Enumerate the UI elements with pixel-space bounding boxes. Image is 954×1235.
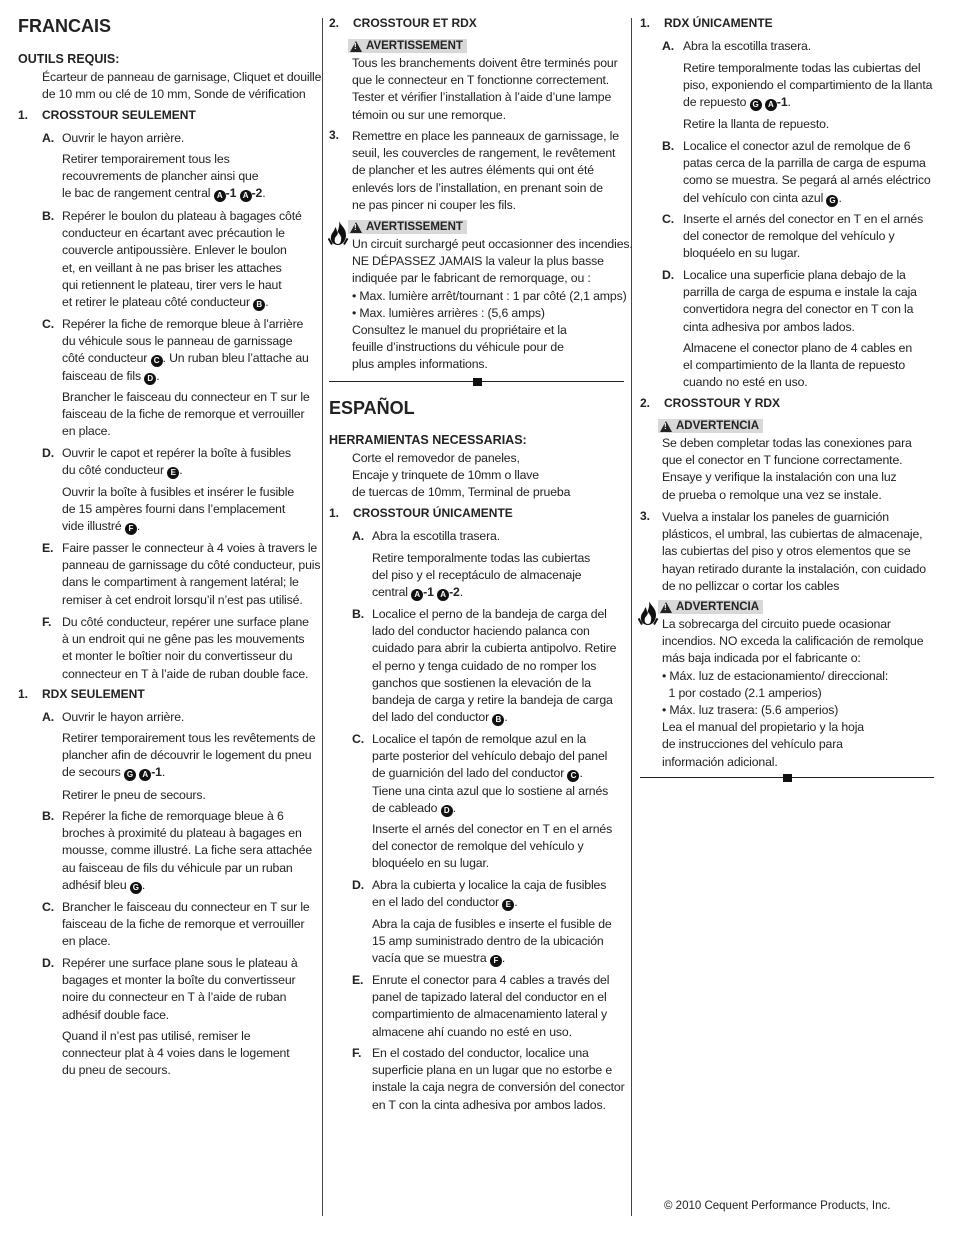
- warning-label: AVERTISSEMENT: [366, 221, 463, 233]
- tools-heading: OUTILS REQUIS:: [18, 52, 120, 66]
- step-text-line: Retirer temporairement tous les revêtements de: [62, 731, 316, 745]
- step-text-line: bloquéelo en su lugar.: [683, 246, 801, 261]
- step-text-line: couvercle antipoussière. Enlever le boulon: [62, 243, 287, 258]
- fire-hazard-icon: [638, 600, 660, 631]
- step-text-line: en place.: [62, 424, 111, 439]
- warning-triangle-icon: [660, 602, 672, 613]
- warning-label: ADVERTENCIA: [676, 420, 760, 432]
- step-text-line: del vehículo con cinta azul G .: [683, 190, 842, 205]
- step-text-line: del conector de remolque del vehículo y: [683, 229, 895, 244]
- section-number: 1.: [329, 506, 340, 520]
- step-text-line: Retirer temporairement tous les: [62, 152, 230, 166]
- section-number: 3.: [640, 509, 651, 523]
- step-text: Retire la llanta de repuesto.: [683, 117, 830, 131]
- step-text-line: Repérer une surface plane sous le plateau à: [62, 956, 298, 970]
- step-text-line: connecteur en T à l’aide de ruban double face.: [62, 666, 309, 681]
- step-text-line: du côté conducteur E .: [62, 463, 183, 478]
- step-text-line: de plancher et les autres éléments qui ont été: [352, 163, 594, 178]
- callout-d-icon: D: [441, 805, 453, 817]
- section-heading: CROSSTOUR ÚNICAMENTE: [353, 506, 513, 520]
- step-text-line: Almacene el conector plano de 4 cables en: [683, 341, 913, 355]
- step-text-line: de repuesto G A -1.: [683, 95, 791, 110]
- step-text-line: dans le compartiment à rangement latéral; le: [62, 575, 299, 590]
- callout-c-icon: C: [567, 770, 579, 782]
- section-heading: CROSSTOUR Y RDX: [664, 396, 781, 410]
- warning-text-line: plus amples informations.: [352, 357, 488, 372]
- step-text-line: de guarnición del lado del conductor C .: [372, 766, 583, 781]
- step-letter: B.: [662, 139, 674, 153]
- step-text-line: panneau de garnissage du côté conducteur, puis: [62, 558, 321, 573]
- callout-a-icon: A: [240, 190, 252, 202]
- warning-text-line: feuille d’instructions du véhicule pour de: [352, 340, 564, 355]
- step-letter: C.: [662, 212, 674, 226]
- step-text-line: instale la caja negra de conversión del conector: [372, 1080, 625, 1095]
- step-text-line: en place.: [62, 934, 111, 949]
- step-text-line: Tiene una cinta azul que lo sostiene al arnés: [372, 783, 609, 798]
- warning-text-line: Un circuit surchargé peut occasionner des incendies.: [352, 237, 633, 251]
- step-text-line: 15 amp suministrado dentro de la ubicación: [372, 934, 604, 949]
- section-number: 2.: [640, 396, 651, 410]
- step-text-line: superficie plana en un lugar que no estorbe e: [372, 1063, 613, 1078]
- callout-e-icon: E: [167, 467, 179, 479]
- step-text-line: connecteur plat à 4 voies dans le logement: [62, 1046, 290, 1061]
- step-text-line: patas cerca de la parrilla de carga de espuma: [683, 156, 926, 171]
- step-letter: D.: [42, 956, 54, 970]
- step-text: Ouvrir le hayon arrière.: [62, 131, 185, 145]
- step-text-line: que le connecteur en T fonctionne correctement.: [352, 73, 610, 88]
- step-text-line: cuando no esté en uso.: [683, 375, 808, 390]
- step-text-line: Localice el perno de la bandeja de carga del: [372, 607, 607, 621]
- step-text-line: seuil, les couvercles de rangement, le revêtement: [352, 146, 616, 161]
- step-text-line: de prueba o remolque una vez se instale.: [662, 487, 882, 502]
- step-letter: B.: [352, 607, 364, 621]
- step-text-line: broches à proximité du plateau à bagages en: [62, 826, 302, 841]
- step-letter: C.: [42, 317, 54, 331]
- step-text-line: en T con la cinta adhesiva por ambos lados.: [372, 1097, 606, 1112]
- callout-e-icon: E: [502, 899, 514, 911]
- warning-triangle-icon: [350, 222, 362, 233]
- step-text-line: Se deben completar todas las conexiones para: [662, 436, 912, 450]
- language-heading-spanish: ESPAÑOL: [329, 398, 415, 418]
- step-text-line: de 15 ampères fourni dans l’emplacement: [62, 502, 286, 517]
- callout-b-icon: B: [492, 714, 504, 726]
- step-text-line: enlevés lors de l’installation, en prenant soin de: [352, 180, 603, 195]
- step-text-line: Ouvrir la boîte à fusibles et insérer le fusible: [62, 485, 295, 499]
- callout-a-icon: A: [411, 589, 423, 601]
- step-text-line: Localice el conector azul de remolque de 6: [683, 139, 911, 153]
- section-number: 3.: [329, 128, 340, 142]
- step-text-line: del conector de remolque del vehículo y: [372, 839, 584, 854]
- column-divider-2: [631, 18, 632, 1216]
- step-text-line: vide illustré F .: [62, 519, 141, 534]
- step-text-line: panel de tapizado lateral del conductor en el: [372, 990, 607, 1005]
- callout-suffix: -1: [423, 585, 434, 600]
- step-text-line: et monter le boîtier noir du convertisseur du: [62, 649, 293, 664]
- callout-d-icon: D: [144, 373, 156, 385]
- step-text-line: lado del conductor haciendo palanca con: [372, 624, 590, 639]
- callout-suffix: -1: [225, 186, 237, 201]
- step-text-line: témoin ou sur une remorque.: [352, 107, 506, 122]
- step-text-line: cuidado para abrir la cubierta antipolvo. Retire: [372, 641, 617, 656]
- copyright-notice: © 2010 Cequent Performance Products, Inc.: [664, 1200, 891, 1212]
- step-text-line: conducteur en écartant avec précaution le: [62, 226, 285, 241]
- section-number: 2.: [329, 16, 340, 30]
- warning-text-line: NE DÉPASSEZ JAMAIS la valeur la plus basse: [352, 254, 604, 269]
- language-heading-french: FRANCAIS: [18, 16, 111, 36]
- warning-badge: [348, 220, 467, 234]
- step-text: Retirer le pneu de secours.: [62, 788, 206, 802]
- callout-b-icon: B: [253, 299, 265, 311]
- step-text-line: et, en veillant à ne pas briser les attaches: [62, 260, 282, 275]
- step-text-line: plásticos, el umbral, las cubiertas de almacenaje,: [662, 527, 923, 542]
- step-text-line: Faire passer le connecteur à 4 voies à travers le: [62, 541, 318, 555]
- step-text-line: Abra la caja de fusibles e inserte el fusible de: [372, 917, 612, 931]
- step-text-line: bandeja de carga y retire la bandeja de carga: [372, 693, 613, 707]
- warning-triangle-icon: [350, 41, 362, 52]
- warning-text-line: incendios. NO exceda la calificación de remolque: [662, 634, 924, 649]
- step-text-line: Enrute el conector para 4 cables a través del: [372, 973, 610, 987]
- step-letter: C.: [352, 732, 364, 746]
- step-letter: B.: [42, 209, 54, 223]
- section-end-marker: [473, 378, 482, 386]
- warning-triangle-icon: [660, 421, 672, 432]
- step-text-line: noire du connecteur en T à l’aide de ruban: [62, 990, 287, 1005]
- tools-text-line: de tuercas de 10mm, Terminal de prueba: [352, 485, 571, 500]
- callout-g-icon: G: [130, 882, 142, 894]
- warning-text-line: La sobrecarga del circuito puede ocasionar: [662, 617, 891, 631]
- step-text-line: piso, exponiendo el compartimiento de la llanta: [683, 78, 933, 93]
- step-text-line: faisceau de fils D .: [62, 368, 160, 383]
- section-number: 1.: [640, 16, 651, 30]
- step-text-line: Tous les branchements doivent être terminés pour: [352, 56, 618, 70]
- step-text-line: du véhicule sous le panneau de garnissage: [62, 334, 293, 349]
- callout-g-icon: G: [826, 195, 838, 207]
- warning-label: ADVERTENCIA: [676, 601, 760, 613]
- callout-suffix: -2: [449, 585, 460, 600]
- step-text-line: de secours G A -1.: [62, 765, 166, 780]
- step-text-line: à un endroit qui ne gêne pas les mouvements: [62, 632, 305, 647]
- section-heading: CROSSTOUR SEULEMENT: [42, 108, 196, 122]
- step-text-line: en el lado del conductor E .: [372, 895, 518, 910]
- step-text-line: Inserte el arnés del conector en T en el arnés: [372, 822, 613, 836]
- warning-text-line: información adicional.: [662, 754, 778, 769]
- step-letter: E.: [42, 541, 54, 555]
- step-text-line: côté conducteur C . Un ruban bleu l’attache au: [62, 351, 309, 366]
- step-letter: B.: [42, 809, 54, 823]
- step-text-line: bloquéelo en su lugar.: [372, 856, 490, 871]
- step-letter: A.: [352, 529, 364, 543]
- step-text-line: de cableado D .: [372, 800, 456, 815]
- step-letter: A.: [42, 710, 54, 724]
- step-letter: D.: [662, 268, 674, 282]
- step-text-line: el compartimiento de la llanta de repuesto: [683, 358, 906, 373]
- section-end-marker: [783, 774, 792, 782]
- step-text-line: remiser à cet endroit lorsqu’il n’est pas utilisé.: [62, 592, 303, 607]
- step-text-line: que el conector en T funcione correctamente.: [662, 453, 903, 468]
- step-text-line: convertidora negra del conector en T con la: [683, 302, 914, 317]
- step-text-line: ne pas pincer ni couper les fils.: [352, 197, 516, 212]
- step-text-line: En el costado del conductor, localice una: [372, 1046, 589, 1060]
- step-text: Ouvrir le hayon arrière.: [62, 710, 185, 724]
- section-number: 1.: [18, 108, 29, 122]
- step-text-line: Brancher le faisceau du connecteur en T sur le: [62, 900, 310, 914]
- step-text-line: de no pellizcar o cortar los cables: [662, 578, 840, 593]
- step-text-line: vacía que se muestra F .: [372, 951, 506, 966]
- step-letter: C.: [42, 900, 54, 914]
- warning-text-line: • Max. lumières arrières : (5,6 amps): [352, 305, 545, 320]
- step-text-line: Localice el tapón de remolque azul en la: [372, 732, 587, 746]
- section-number: 1.: [18, 687, 29, 701]
- step-text-line: Repérer la fiche de remorquage bleue à 6: [62, 809, 284, 823]
- callout-suffix: -1: [776, 95, 788, 110]
- step-text-line: plancher afin de découvrir le logement du pneu: [62, 748, 312, 763]
- warning-text-line: Lea el manual del propietario y la hoja: [662, 720, 864, 735]
- step-text-line: parte posterior del vehículo debajo del panel: [372, 749, 608, 764]
- callout-c-icon: C: [151, 355, 163, 367]
- section-heading: CROSSTOUR ET RDX: [353, 16, 477, 30]
- step-text-line: Ouvrir le capot et repérer la boîte à fusibles: [62, 446, 291, 460]
- step-text-line: qui retiennent le plateau, tirer vers le haut: [62, 277, 282, 292]
- step-letter: E.: [352, 973, 364, 987]
- step-text-line: Ensaye y verifique la instalación con una luz: [662, 470, 897, 485]
- step-text-line: du pneu de secours.: [62, 1063, 171, 1078]
- step-letter: F.: [42, 615, 52, 629]
- step-text-line: faisceau de la fiche de remorque et verrouiller: [62, 407, 305, 422]
- tools-heading: HERRAMIENTAS NECESSARIAS:: [329, 433, 527, 447]
- step-text-line: parrilla de carga de espuma e instale la caja: [683, 285, 917, 300]
- step-text: Abra la escotilla trasera.: [372, 529, 501, 543]
- callout-g-icon: G: [124, 769, 136, 781]
- step-letter: A.: [662, 39, 674, 53]
- step-text-line: Vuelva a instalar los paneles de guarnición: [662, 510, 889, 524]
- callout-f-icon: F: [125, 523, 137, 535]
- warning-text-line: de instrucciones del vehículo para: [662, 737, 843, 752]
- step-text-line: faisceau de la fiche de remorque et verrouiller: [62, 917, 305, 932]
- step-text-line: adhésif double face.: [62, 1007, 170, 1022]
- step-text-line: del lado del conductor B .: [372, 710, 508, 725]
- step-text-line: ganchos que sostienen la elevación de la: [372, 675, 591, 690]
- warning-badge: [658, 600, 763, 614]
- step-text-line: Remettre en place les panneaux de garnissage, le: [352, 129, 619, 143]
- section-heading: RDX SEULEMENT: [42, 687, 145, 701]
- step-text-line: almacene ahí cuando no esté en uso.: [372, 1024, 572, 1039]
- step-text-line: adhésif bleu G .: [62, 877, 146, 892]
- step-letter: D.: [352, 878, 364, 892]
- step-text-line: Du côté conducteur, repérer une surface plane: [62, 615, 309, 629]
- step-text-line: Abra la cubierta y localice la caja de fusibles: [372, 878, 607, 892]
- warning-badge: [658, 419, 763, 433]
- warning-label: AVERTISSEMENT: [366, 40, 463, 52]
- callout-a-icon: A: [765, 99, 777, 111]
- step-letter: F.: [352, 1046, 362, 1060]
- callout-g-icon: G: [750, 99, 762, 111]
- warning-text-line: • Máx. luz trasera: (5.6 amperios): [662, 703, 839, 717]
- tools-text-line: de 10 mm ou clé de 10 mm, Sonde de vérification: [42, 87, 306, 102]
- step-text-line: au faisceau de fils du véhicule par un ruban: [62, 860, 293, 875]
- step-text-line: las cubiertas del piso y otros elementos que se: [662, 544, 911, 559]
- callout-suffix: -1: [151, 765, 162, 780]
- warning-text-line: • Máx. luz de estacionamiento/ direccional:: [662, 668, 889, 683]
- warning-badge: [348, 39, 467, 53]
- step-text-line: del piso y el receptáculo de almacenaje: [372, 568, 582, 583]
- callout-a-icon: A: [437, 589, 449, 601]
- step-text-line: central A -1 A -2.: [372, 585, 463, 600]
- step-text-line: Brancher le faisceau du connecteur en T sur le: [62, 390, 310, 404]
- section-heading: RDX ÚNICAMENTE: [664, 16, 773, 30]
- step-text-line: Retire temporalmente todas las cubiertas: [372, 551, 591, 565]
- step-letter: D.: [42, 446, 54, 460]
- step-text-line: hayan retirado durante la instalación, con cuidado: [662, 561, 926, 576]
- step-text-line: et retirer le plateau côté conducteur B .: [62, 295, 269, 309]
- callout-a-icon: A: [214, 190, 226, 202]
- callout-f-icon: F: [490, 955, 502, 967]
- step-letter: A.: [42, 131, 54, 145]
- step-text-line: cinta adhesiva por ambos lados.: [683, 319, 855, 334]
- tools-text-line: Corte el removedor de paneles,: [352, 451, 520, 465]
- step-text-line: el perno y tenga cuidado de no romper los: [372, 658, 597, 673]
- fire-hazard-icon: [328, 220, 350, 251]
- warning-text-line: 1 por costado (2.1 amperios): [662, 685, 822, 700]
- step-text-line: Retire temporalmente todas las cubiertas del: [683, 61, 921, 75]
- step-text-line: mousse, comme illustré. La fiche sera attachée: [62, 843, 313, 858]
- step-text-line: Localice una superficie plana debajo de la: [683, 268, 906, 282]
- step-text-line: Quand il n’est pas utilisé, remiser le: [62, 1029, 251, 1043]
- step-text-line: Repérer le boulon du plateau à bagages côté: [62, 209, 302, 223]
- warning-text-line: • Max. lumière arrêt/tournant : 1 par côté (2,1 amps): [352, 288, 627, 303]
- callout-suffix: -2: [251, 186, 263, 201]
- warning-text-line: Consultez le manuel du propriétaire et la: [352, 323, 567, 337]
- warning-text-line: indiquée par le fabricant de remorquage, ou :: [352, 271, 591, 286]
- step-text-line: compartimiento de almacenamiento lateral y: [372, 1007, 607, 1022]
- step-text-line: Tester et vérifier l’installation à l’aide d’une lampe: [352, 90, 612, 105]
- step-text: Abra la escotilla trasera.: [683, 39, 812, 53]
- tools-text-line: Encaje y trinquete de 10mm o llave: [352, 468, 539, 483]
- step-text-line: bagages et monter la boîte du convertisseur: [62, 973, 296, 988]
- step-text-line: como se muestra. Se pegará al arnés eléctrico: [683, 173, 931, 188]
- step-text-line: Inserte el arnés del conector en T en el arnés: [683, 212, 924, 226]
- tools-text-line: Écarteur de panneau de garnisage, Cliquet et douille: [42, 70, 322, 84]
- step-text-line: recouvrements de plancher ainsi que: [62, 169, 259, 184]
- step-text-line: le bac de rangement central A -1 A -2.: [62, 186, 266, 201]
- warning-text-line: más baja indicada por el fabricante o:: [662, 651, 861, 666]
- step-text-line: Repérer la fiche de remorque bleue à l’arrière: [62, 317, 304, 331]
- callout-a-icon: A: [139, 769, 151, 781]
- column-divider-1: [322, 18, 323, 1216]
